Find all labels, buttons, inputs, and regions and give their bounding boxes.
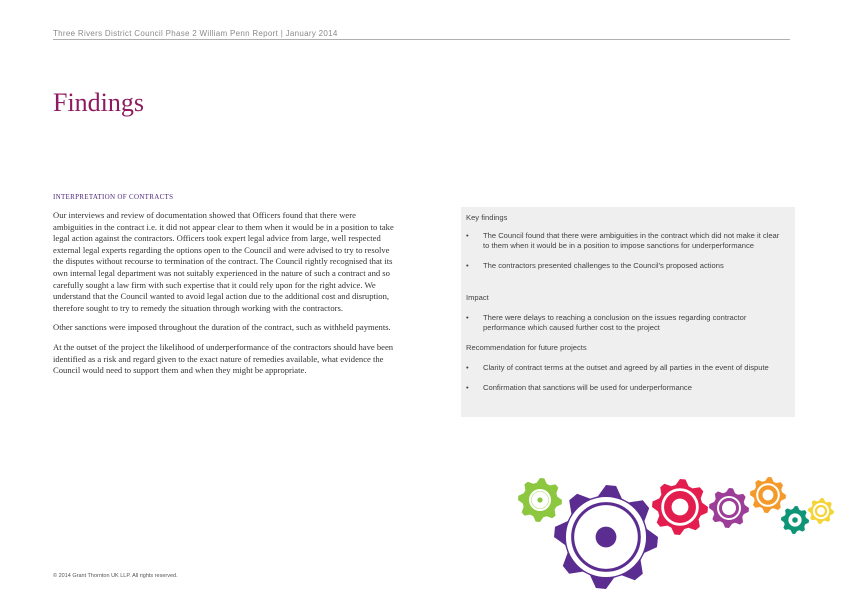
- gear-center: [596, 527, 617, 548]
- list-item: • The contractors presented challenges to the Council's proposed actions: [466, 261, 784, 271]
- paragraph: At the outset of the project the likelihood of underperformance of the contractors should have been identified as a risk and regard given to the exact nature of remedies available, what evidence the Council would need to support them and when they might be appropriate.: [53, 341, 394, 376]
- gear-center: [763, 490, 774, 501]
- impact-heading: Impact: [466, 293, 489, 302]
- paragraph: Other sanctions were imposed throughout the duration of the contract, such as withheld payments.: [53, 322, 391, 333]
- page-title: Findings: [53, 88, 145, 117]
- list-item: • There were delays to reaching a conclusion on the issues regarding contractor performance which caused further cost to the project: [466, 313, 784, 333]
- gear-center: [817, 507, 825, 515]
- section-heading: interpretation of contracts: [53, 191, 174, 202]
- list-item: • Clarity of contract terms at the outset and agreed by all parties in the event of dispute: [466, 363, 784, 373]
- running-header: Three Rivers District Council Phase 2 William Penn Report | January 2014: [53, 29, 338, 38]
- paragraph: Our interviews and review of documentation showed that Officers found that there were ambiguities in the contract i.e. it did not appear clear to them when it would be in a position to take legal action against the contractors. Officers took expert legal advice from large, well respected external legal experts regarding the options open to the Council and were advised to try to resolve the disputes without recourse to termination of the contract. The Council rightly recognised that its own internal legal department was not suitably experienced in the nature of such a contract and so carefully sought a law firm with such expertise that it could rely upon for the right advice. We understand that the Council wanted to avoid legal action due to the additional cost and disruption, therefore sought to try to remedy the situation through working with the contractors.: [53, 210, 394, 313]
- recommendation-heading: Recommendation for future projects: [466, 343, 587, 352]
- gear-center: [537, 497, 542, 502]
- list-item: • The Council found that there were ambiguities in the contract which did not make it clear to them when it would be in a position to impose sanctions for underperformance: [466, 231, 784, 251]
- copyright-footer: © 2014 Grant Thornton UK LLP. All rights reserved.: [53, 573, 178, 579]
- list-item: • Confirmation that sanctions will be used for underperformance: [466, 383, 784, 393]
- gear-center: [722, 501, 736, 515]
- gear-center: [792, 517, 798, 523]
- key-findings-heading: Key findings: [466, 213, 508, 222]
- gear-center: [672, 499, 689, 516]
